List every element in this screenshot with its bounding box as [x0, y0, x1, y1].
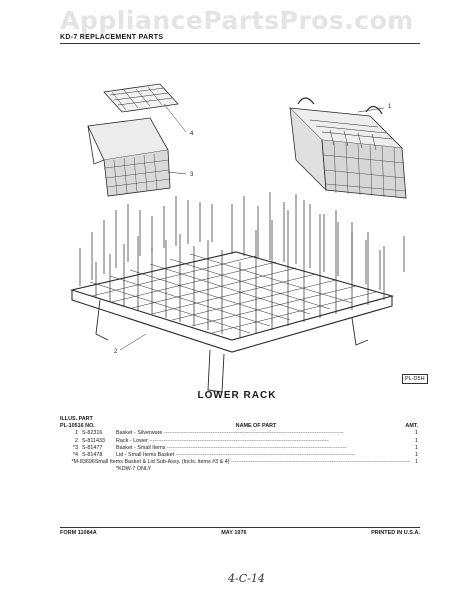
lower-rack	[72, 192, 404, 392]
callout-1: 1	[388, 104, 392, 110]
header-name-of-part: NAME OF PART	[235, 423, 277, 429]
page-header: KD-7 REPLACEMENT PARTS	[60, 34, 420, 44]
table-note: *KDW-7 ONLY	[116, 466, 152, 473]
callout-2: 2	[114, 349, 118, 355]
header-amt: AMT.	[405, 423, 418, 429]
table-row: *3 S-81477 Basket - Small Items ---------------------------------------------------------------------------------------------------- 1	[72, 444, 418, 451]
table-row: 1 S-82316 Basket - Silverware ---------------------------------------------------------------------------------------------------- 1	[75, 430, 418, 437]
header-pl-no: PL-10516 NO.	[60, 423, 95, 430]
page-footer	[60, 527, 420, 536]
table-row: 2 S-811433 Rack - Lower ---------------------------------------------------------------------------------------------------- 1	[75, 437, 418, 444]
printed-in: PRINTED IN U.S.A.	[371, 530, 420, 536]
form-number: FORM 11084A	[60, 530, 97, 536]
table-row: *M-83696 Small Items Basket & Lid Sub-Assy. (Incls. items #3 & 4) ---------------------------------------------------------------------------------------------------- 1	[71, 459, 418, 466]
silverware-basket	[290, 98, 406, 198]
watermark: AppliancePartsPros.com	[60, 6, 414, 35]
print-date: MAY 1976	[221, 530, 247, 536]
callout-3: 3	[190, 172, 194, 178]
parts-table	[60, 416, 418, 474]
table-row: *4 S-81478 Lid - Small Items Basket ---------------------------------------------------------------------------------------------------- 1	[72, 452, 418, 459]
section-title: LOWER RACK	[197, 390, 277, 401]
small-items-basket	[88, 118, 170, 196]
handwritten-note: 4-C-14	[228, 572, 265, 585]
drawing-tag: PL-D5H	[402, 374, 428, 384]
table-header	[60, 416, 418, 430]
header-illus-part: ILLUS. PART	[60, 416, 93, 422]
callout-4: 4	[190, 131, 194, 137]
